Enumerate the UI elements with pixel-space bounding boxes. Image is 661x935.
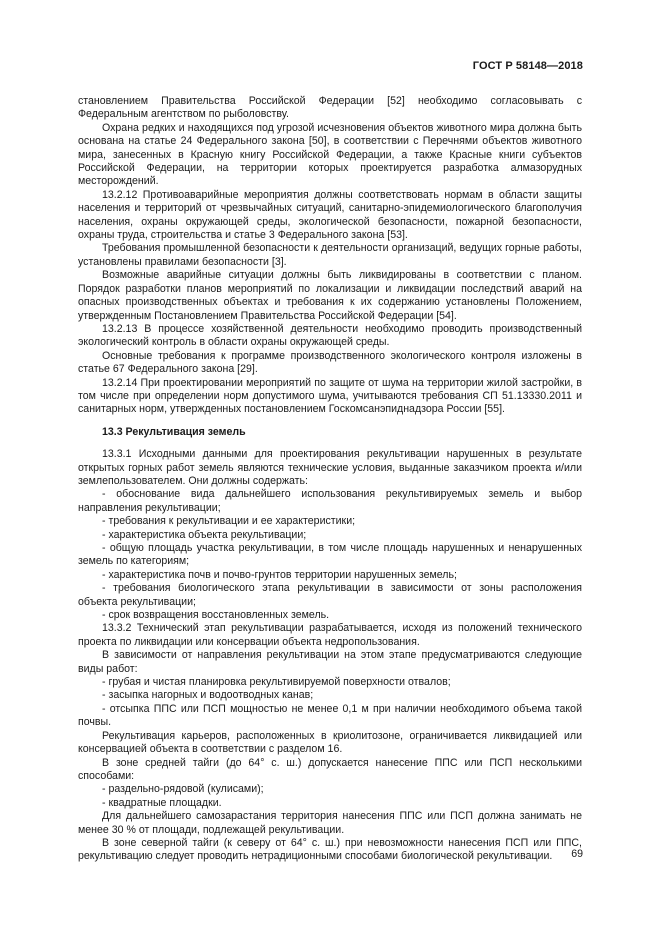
paragraph: - общую площадь участка рекультивации, в том числе площадь нарушенных и ненарушенных земель по категориям;: [78, 542, 582, 568]
paragraph: Рекультивация карьеров, расположенных в криолитозоне, ограничивается ликвидацией или консервацией объекта в соответствии с разделом 16.: [78, 729, 582, 756]
paragraph: - характеристика объекта рекультивации;: [102, 528, 307, 541]
paragraph: В зоне средней тайги (до 64° с. ш.) допускается нанесение ППС или ПСП несколькими способами:: [78, 756, 582, 782]
paragraph: становлением Правительства Российской Федерации [52] необходимо согласовывать с Федеральным агентством по рыболовству.: [78, 95, 582, 121]
paragraph: В зависимости от направления рекультивации на этом этапе предусматриваются следующие виды работ:: [78, 649, 582, 675]
paragraph: В зоне северной тайги (к северу от 64° с. ш.) при невозможности нанесения ПСП или ППС, рекультивацию следует проводить нетрадиционными способами биологической рекультивации.: [78, 836, 582, 863]
paragraph: 13.2.14 При проектировании мероприятий по защите от шума на территории жилой застройки, в том числе при определении норм допустимого шума, учитываются требования СП 51.13330.2011 и санитарных норм, утвержденных постановлением Госкомсанэпиднадзора России [55].: [78, 376, 582, 416]
paragraph: Возможные аварийные ситуации должны быть ликвидированы в соответствии с планом. Порядок разработки планов мероприятий по локализации и ликвидации последствий аварий на опасных производственных объектах и требования к их содержанию установлены Положением, утвержденным Постановлением Правительства Российской Федерации [54].: [78, 269, 582, 322]
paragraph: - требования к рекультивации и ее характеристики;: [102, 515, 356, 528]
paragraph: 13.3.2 Технический этап рекультивации разрабатывается, исходя из положений технического проекта по ликвидации или консервации объекта недропользования.: [78, 622, 582, 648]
paragraph: Охрана редких и находящихся под угрозой исчезновения объектов животного мира должна быть основана на статье 24 Федерального закона [50], в соответствии с Перечнями объектов животного мира, занесенных в Красную книгу Российской Федерации, а также Красные книги субъектов Российской Федерации, на территории которых проектируется разработка алмазорудных месторождений.: [78, 121, 582, 188]
paragraph: Основные требования к программе производственного экологического контроля изложены в статье 67 Федерального закона [29].: [78, 349, 582, 376]
paragraph: - обоснование вида дальнейшего использования рекультивируемых земель и выбор направления рекультивации;: [78, 488, 582, 514]
paragraph: 13.3.1 Исходными данными для проектирования рекультивации нарушенных в результате открытых горных работ земель являются технические условия, выданные заказчиком проекта и/или землепользователем. Они должны содержать:: [78, 448, 582, 487]
paragraph: Для дальнейшего самозарастания территория нанесения ППС или ПСП должна занимать не менее 30 % от площади, подлежащей рекультивации.: [78, 810, 582, 836]
paragraph: - раздельно-рядовой (кулисами);: [102, 783, 264, 796]
paragraph: 13.2.13 В процессе хозяйственной деятельности необходимо проводить производственный экологический контроль в области охраны окружающей среды.: [78, 322, 582, 349]
paragraph: - характеристика почв и почво-грунтов территории нарушенных земель;: [102, 568, 457, 581]
paragraph: 13.2.12 Противоаварийные мероприятия должны соответствовать нормам в области защиты населения и территорий от чрезвычайных ситуаций, санитарно-эпидемиологического благополучия населения, охраны окружающей среды, экологической безопасности, пожарной безопасности, охраны труда, строительства и статье 3 Федерального закона [53].: [78, 188, 582, 242]
paragraph: Требования промышленной безопасности к деятельности организаций, ведущих горные работы, установлены правилами безопасности [3].: [78, 242, 582, 268]
paragraph: - отсыпка ППС или ПСП мощностью не менее 0,1 м при наличии необходимого объема такой почвы.: [78, 702, 582, 729]
paragraph: - квадратные площадки.: [102, 796, 222, 809]
paragraph: - грубая и чистая планировка рекультивируемой поверхности отвалов;: [102, 676, 451, 689]
paragraph: - засыпка нагорных и водоотводных канав;: [102, 689, 314, 702]
paragraph: - требования биологического этапа рекультивации в зависимости от зоны расположения объекта рекультивации;: [78, 582, 582, 608]
paragraph: - срок возвращения восстановленных земель.: [102, 609, 330, 622]
standard-code-header: ГОСТ Р 58148—2018: [472, 60, 583, 72]
page-number: 69: [571, 848, 583, 860]
document-body: [78, 95, 582, 864]
section-heading: 13.3 Рекультивация земель: [102, 425, 246, 438]
